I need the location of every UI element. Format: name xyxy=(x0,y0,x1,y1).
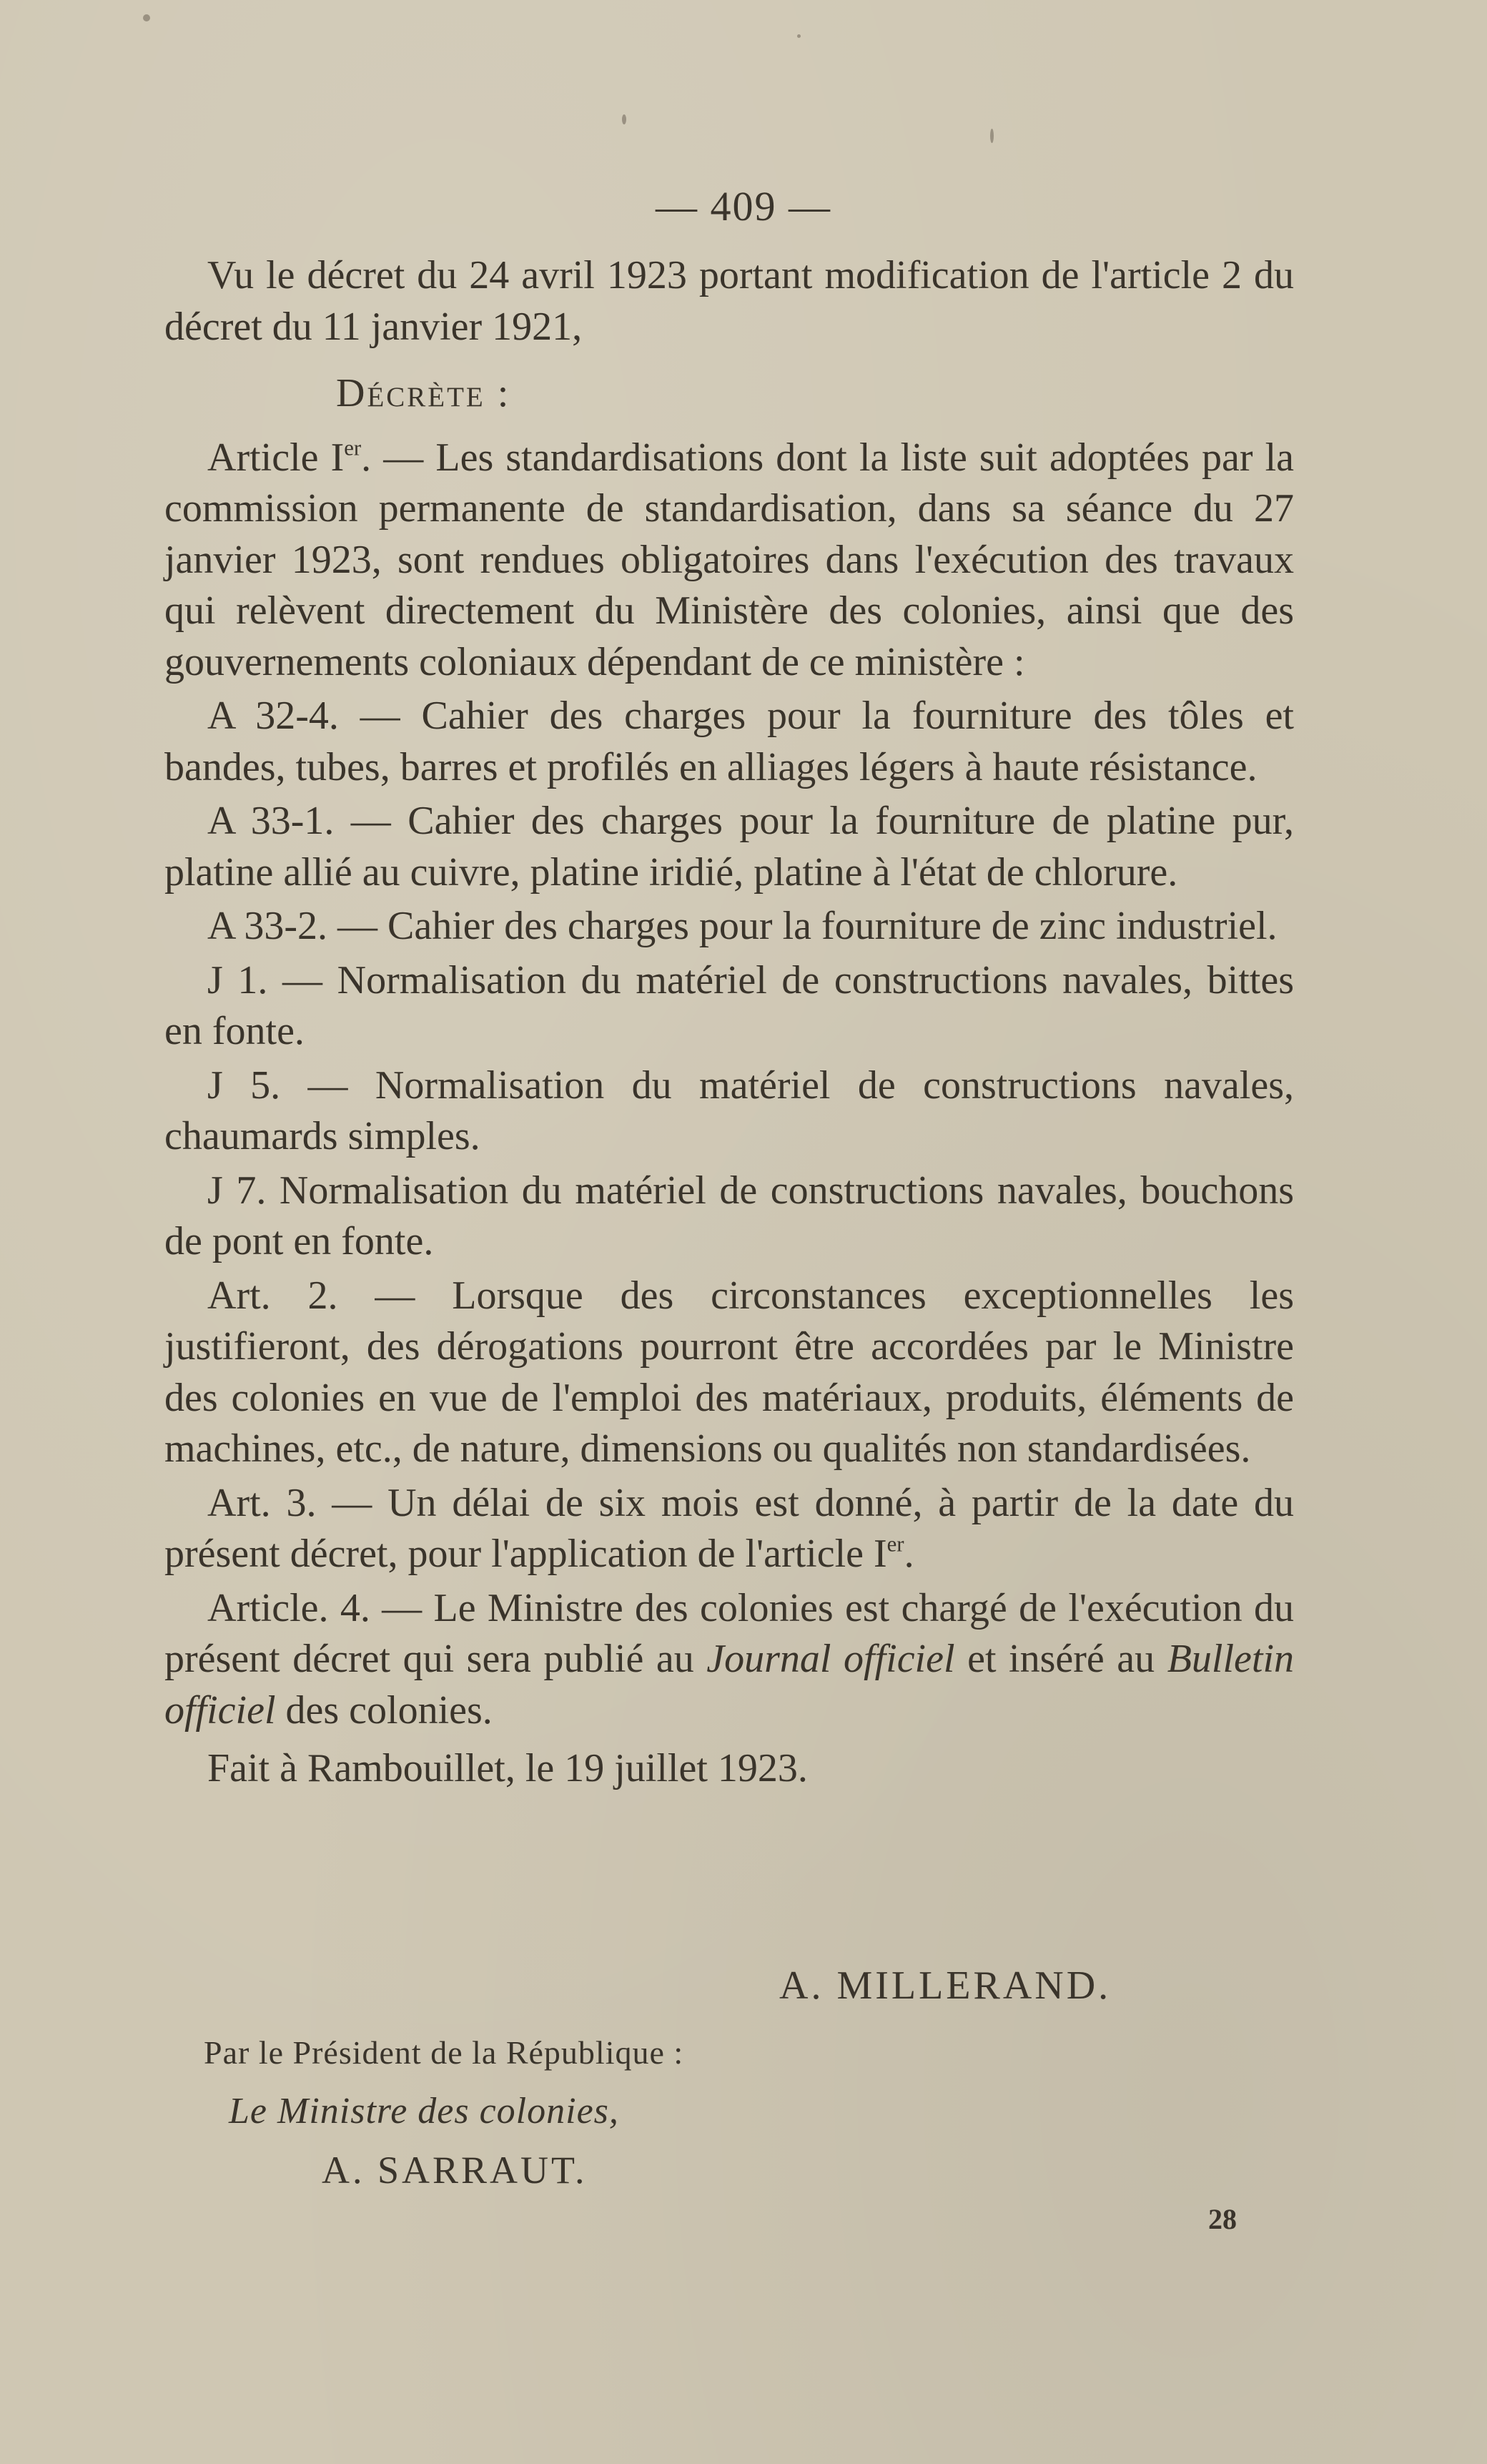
entry-j1: J 1. — Normalisation du matériel de constructions navales, bittes en fonte. xyxy=(164,957,1294,1053)
paper-speck xyxy=(143,14,150,21)
article-4-pre: Article. 4. — Le Ministre des colonies est chargé de l'exécution du présent décret qui sera publié au xyxy=(164,1585,1294,1681)
decrete-heading: Décrète : xyxy=(336,371,511,415)
journal-officiel-title: Journal officiel xyxy=(706,1637,955,1681)
countersign-line-2: Le Ministre des colonies, xyxy=(229,2091,619,2132)
paper-speck xyxy=(797,34,801,38)
article-3 xyxy=(164,1478,1294,1580)
preamble-paragraph: Vu le décret du 24 avril 1923 portant modification de l'article 2 du décret du 11 janvier 1921, xyxy=(164,253,1294,349)
page-number: — 409 — xyxy=(656,183,831,230)
bulletin-officiel-title: Bulletin officiel xyxy=(164,1637,1294,1733)
article-3-text: Art. 3. — Un délai de six mois est donné, à partir de la date du présent décret, pour l'application de l'article I xyxy=(164,1480,1294,1576)
article-4-post: des colonies. xyxy=(275,1687,493,1733)
place-and-date: Fait à Rambouillet, le 19 juillet 1923. xyxy=(207,1746,808,1790)
article-4 xyxy=(164,1583,1294,1737)
entry-a32-4: A 32-4. — Cahier des charges pour la fourniture des tôles et bandes, tubes, barres et profilés en alliages légers à haute résistance. xyxy=(164,694,1294,789)
president-signature: A. MILLERAND. xyxy=(779,1963,1112,2008)
article-1-sup: er xyxy=(344,435,362,460)
countersign-line-3: A. SARRAUT. xyxy=(322,2149,588,2192)
paper-speck xyxy=(622,114,626,124)
article-1-label: Article I xyxy=(207,435,345,480)
entry-a33-1: A 33-1. — Cahier des charges pour la fourniture de platine pur, platine allié au cuivre, platine iridié, platine à l'état de chlorure. xyxy=(164,799,1294,895)
countersignature-block xyxy=(204,2024,683,2199)
entry-j5: J 5. — Normalisation du matériel de constructions navales, chaumards simples. xyxy=(164,1063,1294,1158)
decree-text xyxy=(164,250,1294,1795)
printer-signature-mark: 28 xyxy=(1208,2203,1237,2235)
article-3-end: . xyxy=(904,1532,914,1576)
article-4-mid: et inséré au xyxy=(954,1637,1167,1681)
entry-a33-2: A 33-2. — Cahier des charges pour la fourniture de zinc industriel. xyxy=(207,904,1278,948)
entry-j7: J 7. Normalisation du matériel de constructions navales, bouchons de pont en fonte. xyxy=(164,1168,1294,1263)
article-2: Art. 2. — Lorsque des circonstances exceptionnelles les justifieront, des dérogations pourront être accordées par le Ministre des colonies en vue de l'emploi des matériaux, produits, éléments de machines, etc., de nature, dimensions ou qualités non standardisées. xyxy=(164,1273,1294,1471)
article-3-sup: er xyxy=(886,1532,904,1557)
paper-speck xyxy=(990,129,994,143)
countersign-line-1: Par le Président de la République : xyxy=(204,2034,684,2071)
article-1 xyxy=(164,433,1294,689)
article-1-text: . — Les standardisations dont la liste suit adoptées par la commission permanente de standardisation, dans sa séance du 27 janvier 1923, sont rendues obligatoires dans l'exécution des travaux qui relèvent directement du Ministère des colonies, ainsi que des gouvernements coloniaux dépendant de ce ministère : xyxy=(164,435,1294,684)
